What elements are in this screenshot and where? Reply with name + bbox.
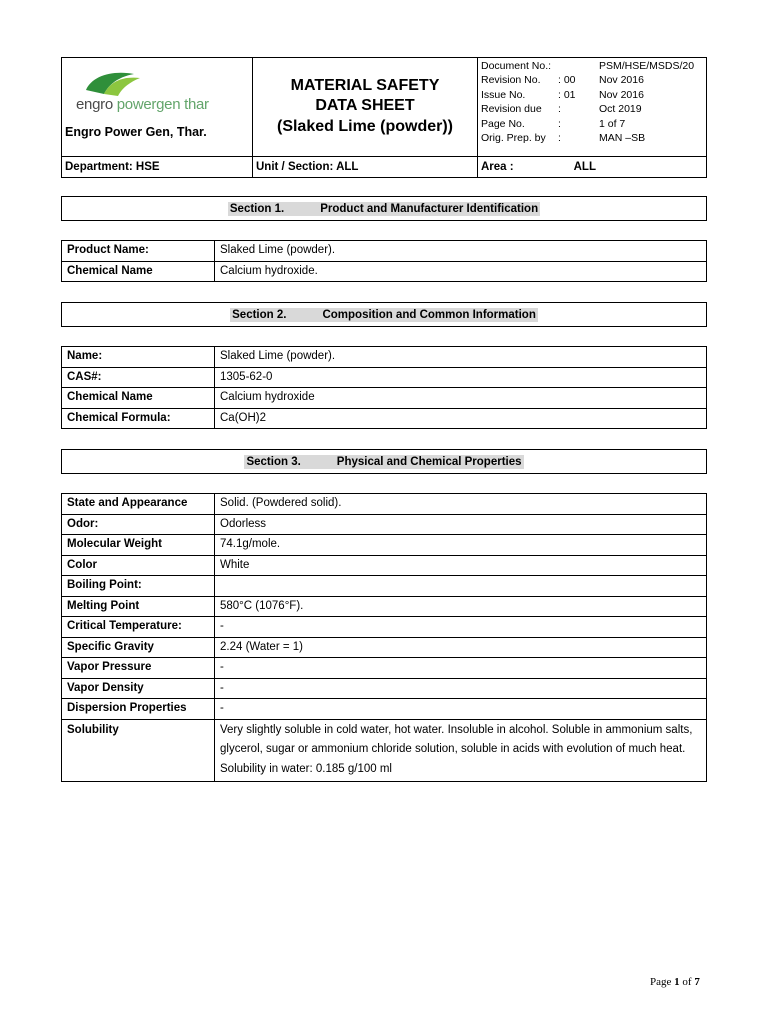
unit-section-cell: Unit / Section: ALL [253, 157, 478, 178]
table-row [62, 637, 707, 658]
meta-right-value: 1 of 7 [599, 117, 626, 130]
page-footer [650, 976, 700, 988]
property-value: Odorless [215, 514, 707, 535]
logo-brand: engro [76, 96, 113, 113]
table-row [62, 535, 707, 556]
property-value: - [215, 617, 707, 638]
property-label: Chemical Formula: [62, 408, 215, 429]
property-label: State and Appearance [62, 494, 215, 515]
section1-heading [228, 202, 540, 216]
property-label: Molecular Weight [62, 535, 215, 556]
property-value [215, 576, 707, 597]
company-name: Engro Power Gen, Thar. [65, 125, 207, 139]
table-row [62, 241, 707, 262]
table-row [62, 719, 707, 782]
property-value: 580°C (1076°F). [215, 596, 707, 617]
table-row [62, 658, 707, 679]
property-label: Dispersion Properties [62, 699, 215, 720]
section2-table [61, 346, 707, 429]
property-value: Calcium hydroxide [215, 388, 707, 409]
property-label: Chemical Name [62, 261, 215, 282]
meta-right-value: Nov 2016 [599, 74, 644, 87]
meta-row [481, 117, 706, 131]
meta-value: : [558, 103, 561, 116]
property-label: Name: [62, 347, 215, 368]
section2-title: Composition and Common Information [322, 308, 536, 321]
property-value: Solid. (Powdered solid). [215, 494, 707, 515]
table-row [62, 347, 707, 368]
property-value: - [215, 699, 707, 720]
section2-header [61, 302, 707, 327]
meta-right-value: MAN –SB [599, 132, 646, 145]
meta-row [481, 131, 706, 145]
table-row [62, 367, 707, 388]
document-meta-cell [478, 58, 707, 157]
section3-heading [244, 455, 523, 469]
section1-header [61, 196, 707, 221]
meta-label: Orig. Prep. by [481, 132, 546, 145]
section3-table [61, 493, 707, 782]
table-row [62, 388, 707, 409]
table-row [62, 678, 707, 699]
meta-value: : [558, 132, 561, 145]
section1-title: Product and Manufacturer Identification [320, 202, 539, 215]
property-label: Vapor Density [62, 678, 215, 699]
property-value: Slaked Lime (powder). [215, 347, 707, 368]
table-row [62, 555, 707, 576]
property-label: Product Name: [62, 241, 215, 262]
property-value: - [215, 658, 707, 679]
table-row [62, 494, 707, 515]
table-row [62, 514, 707, 535]
meta-right-value: Oct 2019 [599, 103, 642, 116]
property-value: 1305-62-0 [215, 367, 707, 388]
logo-cell [62, 58, 253, 157]
property-label: Color [62, 555, 215, 576]
property-label: CAS#: [62, 367, 215, 388]
title-cell [253, 58, 478, 157]
meta-value [558, 59, 599, 73]
logo-wordmark [76, 96, 209, 113]
property-value: 74.1g/mole. [215, 535, 707, 556]
property-value: White [215, 555, 707, 576]
table-row [62, 408, 707, 429]
meta-value: : 00 [558, 74, 576, 87]
property-label: Solubility [62, 719, 215, 782]
table-row [62, 699, 707, 720]
footer-page-current: 1 [674, 976, 680, 988]
footer-page-label: Page [650, 976, 672, 988]
meta-label: Revision due [481, 103, 542, 116]
document-title-line2: DATA SHEET [315, 97, 415, 114]
property-label: Melting Point [62, 596, 215, 617]
property-value: Calcium hydroxide. [215, 261, 707, 282]
property-label: Vapor Pressure [62, 658, 215, 679]
section3-title: Physical and Chemical Properties [336, 455, 522, 468]
meta-value: : [558, 117, 561, 130]
meta-value: : 01 [558, 88, 576, 101]
department-cell: Department: HSE [62, 157, 253, 178]
area-label: Area : [481, 161, 514, 173]
property-value: Ca(OH)2 [215, 408, 707, 429]
area-value: ALL [573, 161, 596, 173]
area-cell [478, 157, 707, 178]
table-row [62, 617, 707, 638]
meta-row [481, 102, 706, 116]
property-value: Very slightly soluble in cold water, hot water. Insoluble in alcohol. Soluble in ammonium salts, glycerol, sugar or ammonium chloride solution, soluble in acids with evolution of much heat. Solubility in water: 0.185 g/100 ml [215, 719, 707, 782]
engro-logo-icon [82, 68, 144, 98]
document-header [61, 57, 707, 178]
document-meta-list [478, 58, 706, 145]
property-label: Specific Gravity [62, 637, 215, 658]
table-row [62, 261, 707, 282]
meta-row [481, 88, 706, 102]
document-title-line3: (Slaked Lime (powder)) [276, 118, 454, 135]
table-row [62, 576, 707, 597]
table-row [62, 596, 707, 617]
meta-right-value: PSM/HSE/MSDS/20 [599, 60, 695, 72]
property-value: - [215, 678, 707, 699]
section3-header [61, 449, 707, 474]
footer-page-total: 7 [694, 976, 700, 988]
property-label: Odor: [62, 514, 215, 535]
footer-page-of: of [682, 976, 692, 988]
property-value: 2.24 (Water = 1) [215, 637, 707, 658]
property-value: Slaked Lime (powder). [215, 241, 707, 262]
section1-number: Section 1. [229, 202, 285, 215]
meta-label: Revision No. [481, 74, 541, 87]
section2-number: Section 2. [232, 308, 287, 321]
section1-table [61, 240, 707, 282]
meta-row [481, 73, 706, 87]
meta-row [481, 59, 706, 73]
property-label: Boiling Point: [62, 576, 215, 597]
logo-tagline: powergen thar [116, 96, 209, 113]
section3-number: Section 3. [246, 455, 301, 468]
meta-right-value: Nov 2016 [599, 88, 644, 101]
meta-label: Page No. [481, 117, 525, 130]
meta-label: Issue No. [481, 88, 526, 101]
property-label: Chemical Name [62, 388, 215, 409]
document-title-line1: MATERIAL SAFETY [290, 77, 440, 94]
property-label: Critical Temperature: [62, 617, 215, 638]
meta-label: Document No.: [481, 60, 552, 72]
section2-heading [230, 308, 538, 322]
